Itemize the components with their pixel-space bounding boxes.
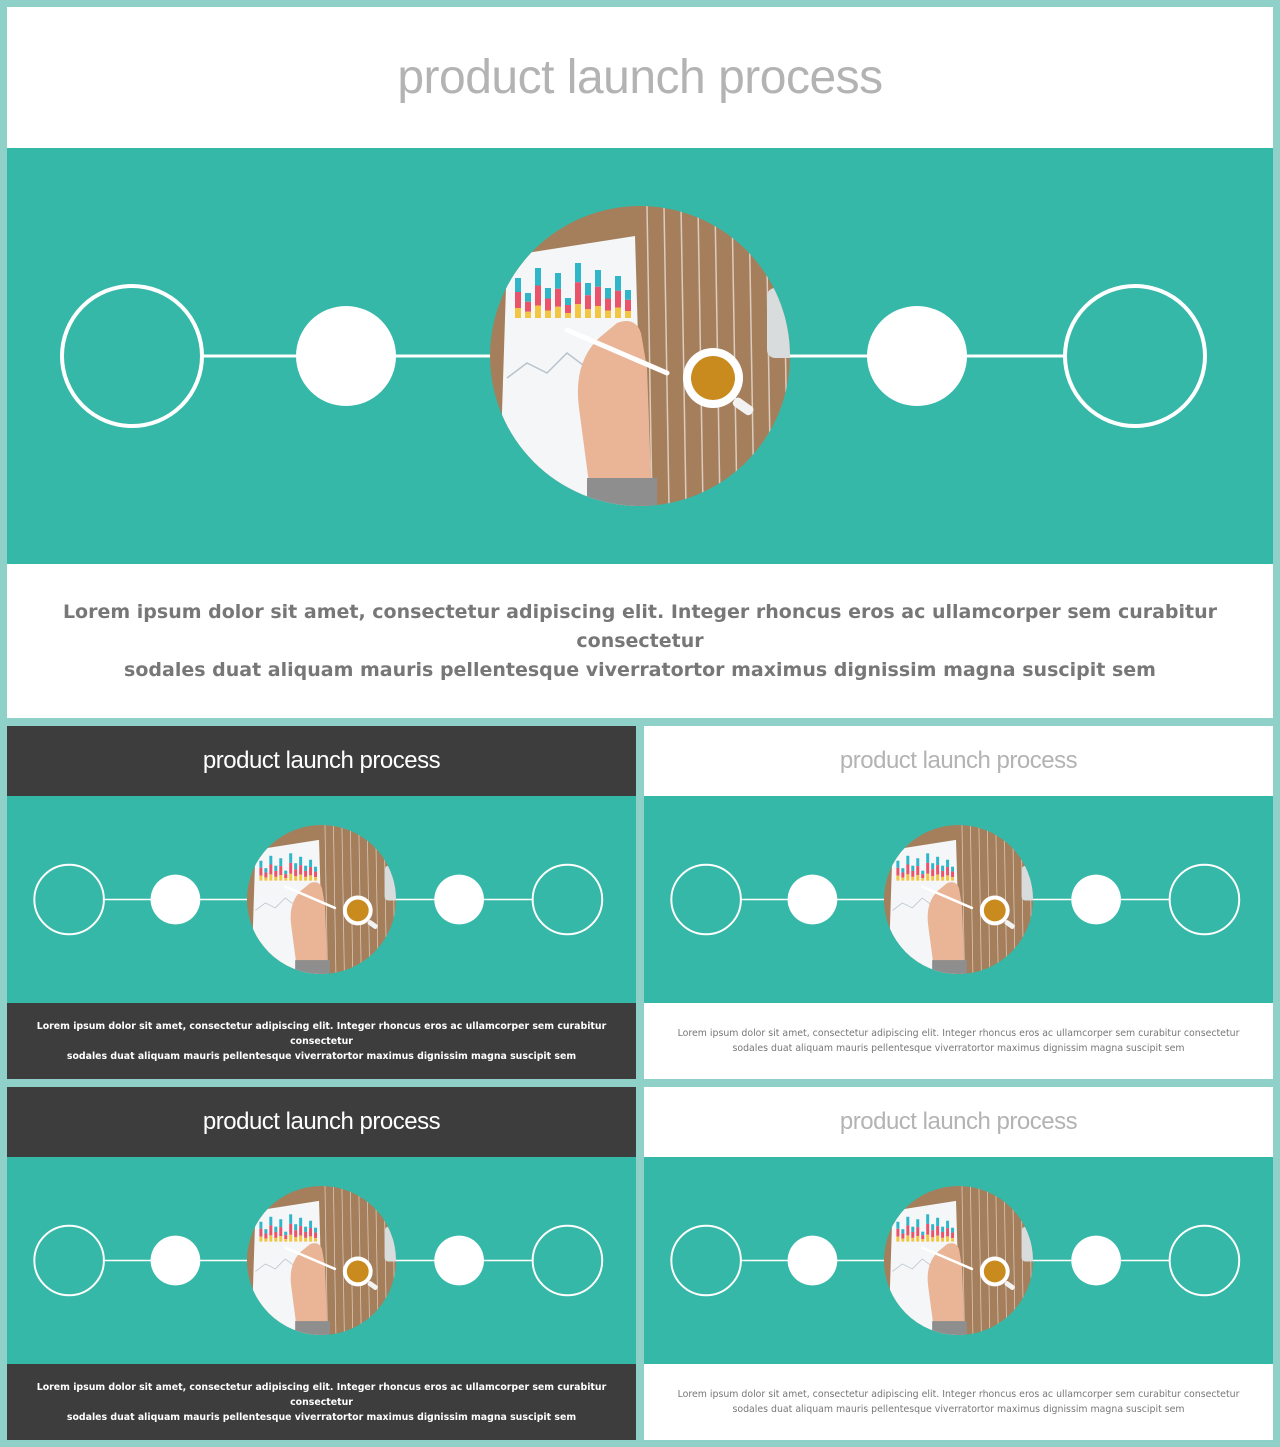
chart-bar: [294, 1224, 297, 1230]
chart-bar: [279, 1219, 282, 1227]
chart-bar: [906, 864, 909, 874]
chart-bar: [951, 872, 954, 878]
description-line-1: Lorem ipsum dolor sit amet, consectetur adipiscing elit. Integer rhoncus eros ac ullamcorper sem curabitur consectetur: [62, 600, 1218, 652]
chart-bar: [284, 1235, 287, 1239]
chart-bar: [279, 1227, 282, 1236]
step-ring-1: [62, 286, 202, 426]
chart-bar: [264, 1239, 267, 1242]
description-line-1: Lorem ipsum dolor sit amet, consectetur adipiscing elit. Integer rhoncus eros ac ullamcorper sem curabitur consectetur: [36, 1020, 607, 1047]
chart-bar: [936, 857, 939, 865]
chart-bar: [535, 268, 541, 286]
chart-bar: [936, 865, 939, 875]
chart-bar: [615, 291, 621, 308]
chart-bar: [309, 860, 312, 867]
step-dot-4: [434, 1236, 484, 1286]
timeline-band: [7, 1157, 636, 1364]
chart-bar: [916, 1236, 919, 1242]
timeline-diagram: [644, 796, 1273, 1003]
chart-bar: [901, 878, 904, 881]
chart-bar: [936, 1218, 939, 1226]
slide-thumb-dark-2: [7, 1087, 636, 1440]
tablet: [385, 1227, 405, 1262]
chart-bar: [916, 1227, 919, 1236]
tablet: [767, 288, 807, 358]
chart-bar: [289, 874, 292, 881]
chart-bar: [299, 1226, 302, 1236]
chart-bar: [931, 863, 934, 869]
chart-bar: [294, 869, 297, 876]
chart-bar: [906, 874, 909, 880]
chart-bar: [595, 287, 601, 306]
chart-bar: [274, 1227, 277, 1232]
step-ring-5: [533, 1226, 603, 1296]
chart-bar: [525, 312, 531, 318]
chart-bar: [525, 302, 531, 312]
description-line-2: sodales duat aliquam mauris pellentesque viverratortor maximus dignissim magna suscipit sem: [732, 1043, 1185, 1054]
step-ring-1: [34, 865, 104, 935]
step-dot-2: [788, 875, 838, 925]
center-photo: [490, 206, 807, 518]
center-photo: [884, 825, 1041, 980]
slide-title: product launch process: [7, 726, 636, 796]
chart-bar: [896, 1237, 899, 1242]
chart-bar: [259, 861, 262, 868]
chart-bar: [921, 1239, 924, 1241]
chart-bar: [274, 866, 277, 871]
step-ring-5: [1170, 865, 1240, 935]
chart-bar: [575, 304, 581, 318]
chart-bar: [279, 866, 282, 875]
chart-bar: [615, 276, 621, 291]
description-line-2: sodales duat aliquam mauris pellentesque viverratortor maximus dignissim magna suscipit sem: [66, 1411, 577, 1423]
chart-bar: [545, 311, 551, 319]
sleeve: [295, 1321, 330, 1341]
sleeve: [295, 960, 330, 980]
chart-bar: [911, 871, 914, 877]
chart-bar: [625, 300, 631, 311]
chart-bar: [259, 1229, 262, 1237]
chart-bar: [259, 1222, 262, 1229]
chart-bar: [299, 1236, 302, 1242]
chart-bar: [269, 1235, 272, 1241]
chart-bar: [299, 875, 302, 881]
chart-bar: [274, 871, 277, 877]
slide-title: product launch process: [644, 726, 1273, 796]
chart-bar: [284, 878, 287, 880]
chart-bar: [284, 1239, 287, 1241]
chart-bar: [936, 875, 939, 881]
chart-bar: [304, 866, 307, 871]
step-dot-2: [788, 1236, 838, 1286]
chart-bar: [515, 308, 521, 318]
chart-bar: [555, 289, 561, 307]
chart-bar: [515, 292, 521, 308]
chart-bar: [294, 1237, 297, 1241]
chart-bar: [585, 283, 591, 295]
chart-bar: [284, 1232, 287, 1235]
chart-bar: [921, 1232, 924, 1235]
sleeve: [932, 1321, 967, 1341]
chart-bar: [264, 878, 267, 881]
chart-bar: [279, 858, 282, 866]
chart-bar: [951, 1228, 954, 1233]
chart-bar: [314, 872, 317, 878]
coffee: [347, 1261, 369, 1283]
chart-bar: [941, 1238, 944, 1242]
center-photo: [247, 1186, 404, 1341]
chart-bar: [921, 1235, 924, 1239]
chart-bar: [309, 1221, 312, 1228]
timeline-band: [644, 796, 1273, 1003]
slide-thumb-light-1: [644, 726, 1273, 1079]
chart-bar: [946, 1221, 949, 1228]
chart-bar: [289, 853, 292, 863]
chart-bar: [906, 1235, 909, 1241]
center-photo: [884, 1186, 1041, 1341]
chart-bar: [921, 878, 924, 880]
chart-bar: [585, 295, 591, 309]
chart-bar: [595, 306, 601, 318]
step-ring-5: [533, 865, 603, 935]
chart-bar: [901, 1234, 904, 1239]
chart-bar: [605, 299, 611, 311]
chart-bar: [269, 1225, 272, 1235]
chart-bar: [615, 308, 621, 319]
step-dot-2: [151, 875, 201, 925]
chart-bar: [906, 1225, 909, 1235]
chart-bar: [299, 1218, 302, 1226]
slide-title: product launch process: [7, 1087, 636, 1157]
slide-main: [7, 7, 1273, 718]
chart-bar: [911, 1227, 914, 1232]
step-ring-1: [671, 865, 741, 935]
slide-title: product launch process: [644, 1087, 1273, 1157]
timeline-diagram: [7, 148, 1273, 564]
chart-bar: [304, 1238, 307, 1242]
chart-bar: [911, 1238, 914, 1242]
description-line-1: Lorem ipsum dolor sit amet, consectetur adipiscing elit. Integer rhoncus eros ac ullamcorper sem curabitur consectetur: [677, 1389, 1240, 1400]
chart-bar: [274, 1238, 277, 1242]
chart-bar: [946, 867, 949, 875]
chart-bar: [565, 298, 571, 305]
chart-bar: [931, 869, 934, 876]
center-photo: [247, 825, 404, 980]
chart-bar: [264, 868, 267, 872]
sleeve: [932, 960, 967, 980]
chart-bar: [901, 1229, 904, 1233]
chart-bar: [269, 874, 272, 880]
chart-bar: [309, 1236, 312, 1241]
chart-bar: [294, 1230, 297, 1237]
chart-bar: [951, 1233, 954, 1239]
chart-bar: [901, 873, 904, 878]
chart-bar: [896, 876, 899, 881]
chart-bar: [941, 1227, 944, 1232]
chart-bar: [289, 1224, 292, 1235]
timeline-band: [644, 1157, 1273, 1364]
chart-bar: [575, 282, 581, 304]
chart-bar: [916, 875, 919, 881]
chart-bar: [906, 856, 909, 865]
chart-bar: [304, 1227, 307, 1232]
step-dot-4: [1071, 875, 1121, 925]
step-ring-5: [1065, 286, 1205, 426]
chart-bar: [625, 290, 631, 300]
coffee: [984, 900, 1006, 922]
chart-bar: [901, 1239, 904, 1242]
timeline-band: [7, 148, 1273, 564]
slide-description: [644, 1003, 1273, 1079]
chart-bar: [289, 1235, 292, 1242]
chart-bar: [931, 1230, 934, 1237]
description-line-1: Lorem ipsum dolor sit amet, consectetur adipiscing elit. Integer rhoncus eros ac ullamcorper sem curabitur consectetur: [36, 1381, 607, 1408]
chart-bar: [916, 866, 919, 875]
chart-bar: [941, 866, 944, 871]
chart-bar: [946, 860, 949, 867]
chart-bar: [951, 1238, 954, 1241]
chart-bar: [585, 309, 591, 318]
chart-bar: [931, 1237, 934, 1241]
chart-bar: [595, 270, 601, 287]
chart-bar: [575, 263, 581, 282]
chart-bar: [535, 286, 541, 306]
chart-bar: [926, 1224, 929, 1235]
step-dot-4: [434, 875, 484, 925]
chart-bar: [946, 1236, 949, 1241]
chart-bar: [916, 858, 919, 866]
chart-bar: [259, 876, 262, 881]
chart-bar: [901, 868, 904, 872]
chart-bar: [304, 871, 307, 877]
chart-bar: [926, 874, 929, 881]
chart-bar: [284, 871, 287, 874]
chart-bar: [264, 1234, 267, 1239]
chart-bar: [294, 863, 297, 869]
chart-bar: [565, 313, 571, 318]
chart-bar: [921, 874, 924, 878]
step-dot-2: [296, 306, 396, 406]
step-dot-4: [1071, 1236, 1121, 1286]
chart-bar: [555, 273, 561, 289]
chart-bar: [605, 311, 611, 319]
slide-description: [7, 1003, 636, 1079]
chart-bar: [926, 1235, 929, 1242]
coffee: [691, 356, 735, 400]
chart-bar: [309, 1228, 312, 1236]
chart-bar: [304, 877, 307, 881]
chart-bar: [941, 871, 944, 877]
chart-bar: [605, 288, 611, 299]
slide-description: [7, 564, 1273, 718]
chart-bar: [314, 1238, 317, 1241]
chart-bar: [941, 1232, 944, 1238]
chart-bar: [951, 877, 954, 880]
chart-bar: [545, 299, 551, 311]
timeline-diagram: [644, 1157, 1273, 1364]
chart-bar: [936, 1226, 939, 1236]
slide-description: [7, 1364, 636, 1440]
chart-bar: [926, 1214, 929, 1224]
chart-bar: [565, 305, 571, 313]
slide-thumb-dark-1: [7, 726, 636, 1079]
chart-bar: [289, 863, 292, 874]
chart-bar: [941, 877, 944, 881]
chart-bar: [946, 1228, 949, 1236]
chart-bar: [916, 1219, 919, 1227]
chart-bar: [279, 1236, 282, 1242]
chart-bar: [896, 861, 899, 868]
chart-bar: [515, 278, 521, 292]
chart-bar: [921, 871, 924, 874]
chart-bar: [535, 306, 541, 319]
chart-bar: [314, 867, 317, 872]
tablet: [1022, 1227, 1042, 1262]
tablet: [385, 866, 405, 901]
step-ring-5: [1170, 1226, 1240, 1296]
slide-title: product launch process: [7, 7, 1273, 148]
chart-bar: [896, 868, 899, 876]
chart-bar: [911, 877, 914, 881]
chart-bar: [269, 864, 272, 874]
description-line-2: sodales duat aliquam mauris pellentesque viverratortor maximus dignissim magna suscipit sem: [732, 1404, 1185, 1415]
chart-bar: [911, 866, 914, 871]
chart-bar: [289, 1214, 292, 1224]
chart-bar: [284, 874, 287, 878]
chart-bar: [926, 853, 929, 863]
description-line-1: Lorem ipsum dolor sit amet, consectetur adipiscing elit. Integer rhoncus eros ac ullamcorper sem curabitur consectetur: [677, 1028, 1240, 1039]
chart-bar: [896, 1229, 899, 1237]
chart-bar: [274, 1232, 277, 1238]
sleeve: [587, 478, 657, 518]
chart-bar: [936, 1236, 939, 1242]
chart-bar: [896, 1222, 899, 1229]
chart-bar: [951, 867, 954, 872]
chart-bar: [314, 1233, 317, 1239]
chart-bar: [269, 1217, 272, 1226]
coffee: [984, 1261, 1006, 1283]
chart-bar: [545, 288, 551, 299]
chart-bar: [299, 857, 302, 865]
chart-bar: [264, 1229, 267, 1233]
chart-bar: [259, 1237, 262, 1242]
chart-bar: [314, 877, 317, 880]
chart-bar: [525, 293, 531, 302]
chart-bar: [906, 1217, 909, 1226]
chart-bar: [926, 863, 929, 874]
chart-bar: [269, 856, 272, 865]
chart-bar: [304, 1232, 307, 1238]
step-dot-2: [151, 1236, 201, 1286]
step-ring-1: [34, 1226, 104, 1296]
step-dot-4: [867, 306, 967, 406]
timeline-diagram: [7, 796, 636, 1003]
chart-bar: [314, 1228, 317, 1233]
chart-bar: [309, 875, 312, 880]
description-line-2: sodales duat aliquam mauris pellentesque viverratortor maximus dignissim magna suscipit sem: [124, 658, 1156, 681]
chart-bar: [555, 307, 561, 318]
chart-bar: [309, 867, 312, 875]
chart-bar: [625, 311, 631, 318]
chart-bar: [931, 876, 934, 880]
coffee: [347, 900, 369, 922]
timeline-band: [7, 796, 636, 1003]
chart-bar: [911, 1232, 914, 1238]
tablet: [1022, 866, 1042, 901]
description-line-2: sodales duat aliquam mauris pellentesque viverratortor maximus dignissim magna suscipit sem: [66, 1050, 577, 1062]
step-ring-1: [671, 1226, 741, 1296]
chart-bar: [279, 875, 282, 881]
slide-thumb-light-2: [644, 1087, 1273, 1440]
chart-bar: [946, 875, 949, 880]
chart-bar: [931, 1224, 934, 1230]
chart-bar: [264, 873, 267, 878]
chart-bar: [274, 877, 277, 881]
chart-bar: [299, 865, 302, 875]
timeline-diagram: [7, 1157, 636, 1364]
slide-description: [644, 1364, 1273, 1440]
chart-bar: [259, 868, 262, 876]
chart-bar: [294, 876, 297, 880]
